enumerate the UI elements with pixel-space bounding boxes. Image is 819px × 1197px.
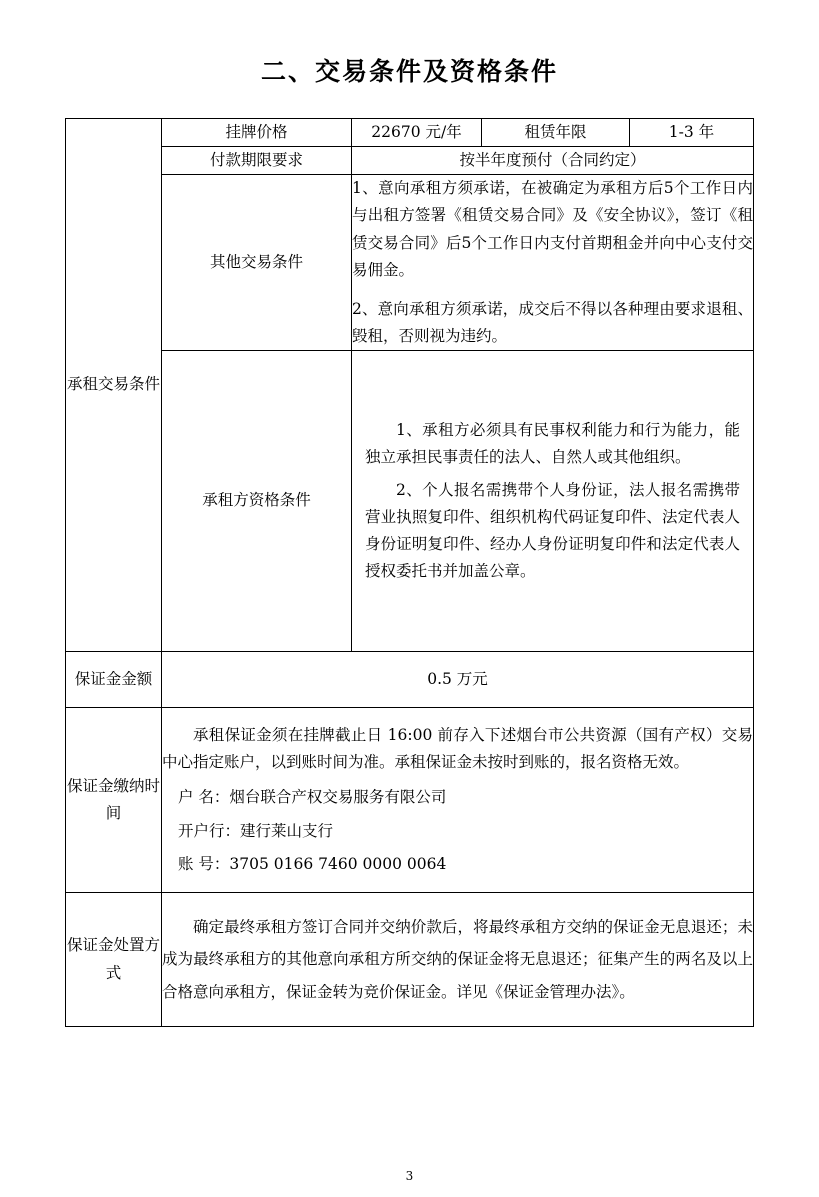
deposit-account-name: 户 名：烟台联合产权交易服务有限公司 [178,788,447,807]
cell-deposit-amount-value: 0.5 万元 [162,652,754,708]
table-row [66,652,754,708]
row-label-qualification: 承租方资格条件 [162,351,352,652]
page-title: 二、交易条件及资格条件 [260,57,558,86]
deposit-account-no: 账 号：3705 0166 7460 0000 0064 [178,854,447,873]
row-label-trade-conditions: 承租交易条件 [66,119,162,652]
cell-listing-price-value: 22670 元/年 [352,119,482,147]
conditions-table [65,118,754,1027]
table-row [66,708,754,893]
row-label-deposit-time: 保证金缴纳时间 [66,708,162,893]
cell-other-conditions-label: 其他交易条件 [162,175,352,351]
table-row [66,351,754,652]
other-conditions-item-1: 1、意向承租方须承诺，在被确定为承租方后5个工作日内与出租方签署《租赁交易合同》及《安全协议》，签订《租赁交易合同》后5个工作日内支付首期租金并向中心支付交易佣金。 [352,179,753,279]
cell-payment-term-label: 付款期限要求 [162,147,352,175]
document-page [0,52,819,1197]
table-row [66,892,754,1027]
cell-deposit-handling-value [162,892,754,1027]
cell-lease-term-value: 1-3 年 [630,119,754,147]
qualification-item-2: 2、个人报名需携带个人身份证，法人报名需携带营业执照复印件、组织机构代码证复印件、法定代表人身份证明复印件、经办人身份证明复印件和法定代表人授权委托书并加盖公章。 [365,480,740,581]
cell-listing-price-label: 挂牌价格 [162,119,352,147]
table-row [66,147,754,175]
cell-other-conditions-value [352,175,754,351]
table-row [66,119,754,147]
other-conditions-item-2: 2、意向承租方须承诺，成交后不得以各种理由要求退租、毁租，否则视为违约。 [352,299,753,345]
cell-lease-term-label: 租赁年限 [482,119,630,147]
deposit-time-text: 承租保证金须在挂牌截止日 16:00 前存入下述烟台市公共资源（国有产权）交易中心指定账户，以到账时间为准。承租保证金未按时到账的，报名资格无效。 [162,726,753,772]
row-label-deposit-amount: 保证金金额 [66,652,162,708]
table-row [66,175,754,351]
deposit-handling-text: 确定最终承租方签订合同并交纳价款后，将最终承租方交纳的保证金无息退还；未成为最终承租方的其他意向承租方所交纳的保证金将无息退还；征集产生的两名及以上合格意向承租方，保证金转为竞价保证金。详见《保证金管理办法》。 [162,917,753,1001]
qualification-item-1: 1、承租方必须具有民事权利能力和行为能力，能独立承担民事责任的法人、自然人或其他组织。 [365,420,740,466]
cell-deposit-time-value [162,708,754,893]
deposit-bank: 开户行：建行莱山支行 [178,821,334,840]
cell-payment-term-value: 按半年度预付（合同约定） [352,147,754,175]
cell-qualification-value [352,351,754,652]
page-number: 3 [405,1169,414,1183]
row-label-deposit-handling: 保证金处置方式 [66,892,162,1027]
